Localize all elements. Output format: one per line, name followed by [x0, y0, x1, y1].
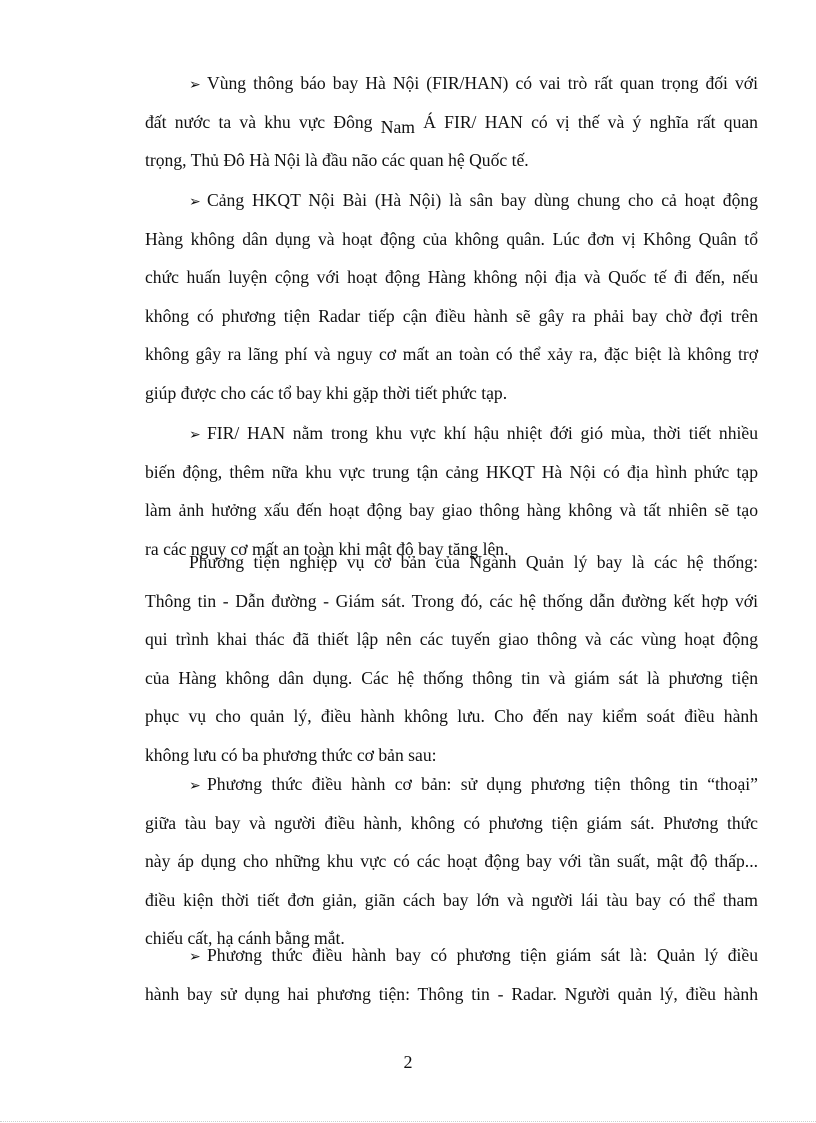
arrow-bullet-icon: ➢ — [189, 195, 201, 210]
text-line: chức huấn luyện cộng với hoạt động Hàng không nội địa và Quốc tế đi đến, nếu — [145, 267, 758, 287]
text-line: đất nước ta và khu vực Đông Nam Á FIR/ HAN có vị thế và ý nghĩa rất quan — [145, 111, 758, 137]
arrow-bullet-icon: ➢ — [189, 779, 201, 794]
page-number: 2 — [403, 1052, 413, 1072]
text-line: ➢ Phương thức điều hành bay có phương tiện giám sát là: Quản lý điều — [145, 945, 758, 984]
text-line: Thông tin - Dẫn đường - Giám sát. Trong đó, các hệ thống dẫn đường kết hợp với — [145, 590, 758, 611]
text-line: qui trình khai thác đã thiết lập nên các tuyến giao thông và các vùng hoạt động — [145, 629, 758, 649]
text-line: Phương tiện nghiệp vụ cơ bản của Ngành Quản lý bay là các hệ thống: — [189, 552, 758, 572]
text-line: giúp được cho các tổ bay khi gặp thời tiết phức tạp. — [145, 382, 508, 403]
paragraph-basic-method — [145, 774, 758, 967]
text-line: không lưu có ba phương thức cơ bản sau: — [145, 744, 437, 765]
paragraph-atm-systems — [145, 552, 758, 783]
paragraph-noi-bai-airport — [145, 190, 758, 421]
text-line: không gây ra lãng phí và nguy cơ mất an toàn có thể xảy ra, đặc biệt là không trợ — [145, 344, 758, 364]
text-line: điều kiện thời tiết đơn giản, giãn cách bay lớn và người lái tàu bay có thể tham — [145, 889, 758, 910]
text-line: ➢ Phương thức điều hành cơ bản: sử dụng phương tiện thông tin “thoại” — [145, 774, 758, 813]
text-line: trọng, Thủ Đô Hà Nội là đầu não các quan hệ Quốc tế. — [145, 150, 529, 170]
text-line: ➢ Vùng thông báo bay Hà Nội (FIR/HAN) có vai trò rất quan trọng đối với — [145, 73, 758, 112]
text-line: Hàng không dân dụng và hoạt động của không quân. Lúc đơn vị Không Quân tổ — [145, 228, 758, 249]
text-line: không có phương tiện Radar tiếp cận điều hành sẽ gây ra phải bay chờ đợi trên — [145, 305, 758, 326]
arrow-bullet-icon: ➢ — [189, 950, 201, 965]
text-line: giữa tàu bay và người điều hành, không có phương tiện giám sát. Phương thức — [145, 812, 758, 833]
arrow-bullet-icon: ➢ — [189, 78, 201, 93]
text-line: ➢ FIR/ HAN nằm trong khu vực khí hậu nhiệt đới gió mùa, thời tiết nhiều — [145, 423, 758, 462]
paragraph-fir-han-role — [145, 73, 758, 189]
text-line: ➢ Cảng HKQT Nội Bài (Hà Nội) là sân bay dùng chung cho cả hoạt động — [145, 190, 758, 229]
text-line: biến động, thêm nữa khu vực trung tận cảng HKQT Hà Nội có địa hình phức tạp — [145, 461, 758, 482]
text-line: của Hàng không dân dụng. Các hệ thống thông tin và giám sát là phương tiện — [145, 667, 758, 688]
paragraph-surveillance-method — [145, 945, 758, 1022]
text-line: này áp dụng cho những khu vực có các hoạt động bay với tần suất, mật độ thấp... — [145, 851, 758, 871]
arrow-bullet-icon: ➢ — [189, 428, 201, 443]
subscript-word: Nam — [380, 116, 415, 137]
text-line: hành bay sử dụng hai phương tiện: Thông tin - Radar. Người quản lý, điều hành — [145, 983, 758, 1004]
text-line: làm ảnh hưởng xấu đến hoạt động bay giao thông hàng không và tất nhiên sẽ tạo — [145, 500, 758, 520]
text-line: phục vụ cho quản lý, điều hành không lưu. Cho đến nay kiểm soát điều hành — [145, 706, 758, 726]
page-bottom-divider — [0, 1121, 816, 1122]
text-line: ra các nguy cơ mất an toàn khi mật độ bay tăng lên. — [145, 538, 509, 559]
text-line: chiếu cất, hạ cánh bằng mắt. — [145, 928, 345, 948]
